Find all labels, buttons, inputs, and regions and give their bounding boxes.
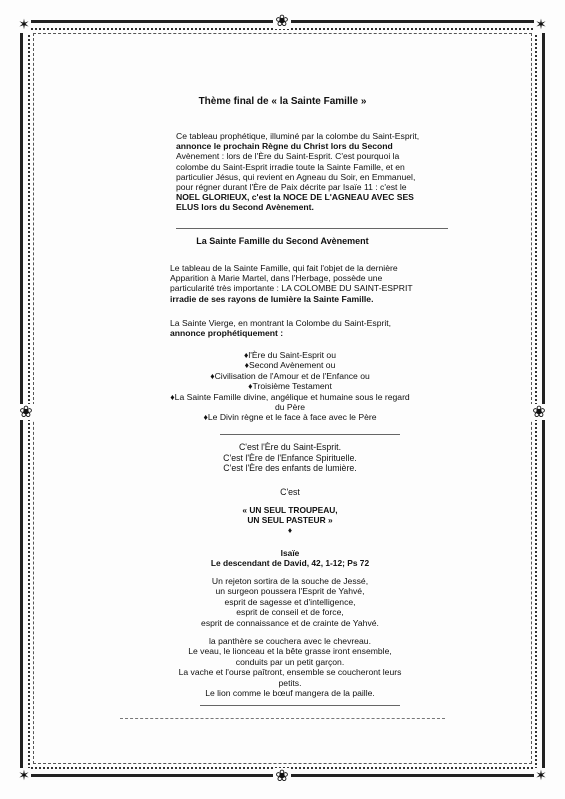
border-corner-top-right: ✶ — [535, 17, 547, 33]
intro-paragraph — [176, 131, 448, 213]
cest-line: C'est l'Ère du Saint-Esprit. — [238, 442, 342, 452]
isaie-label: Isaïe — [280, 548, 300, 558]
divider — [120, 718, 445, 719]
list-item: ♦ Civilisation de l'Amour et de l'Enfance ou — [130, 371, 450, 381]
verse-line: esprit de conseil et de force, — [236, 607, 344, 618]
troupeau-block — [130, 505, 450, 536]
para-line: La Sainte Vierge, en montrant la Colombe du Saint-Esprit, — [170, 318, 392, 328]
verse-line: esprit de sagesse et d'intelligence, — [224, 596, 356, 607]
border-ornament-left: ❀ — [17, 404, 35, 420]
verse-line: un surgeon poussera l'Esprit de Yahvé, — [215, 586, 365, 597]
para-line: Le tableau de la Sainte Famille, qui fait l'objet de la dernière — [170, 263, 398, 273]
list-item-continuation: du Père — [274, 402, 306, 413]
list-item: ♦ Le Divin règne et le face à face avec le Père — [130, 412, 450, 422]
list-item: ♦ l'Ère du Saint-Esprit ou — [130, 350, 450, 360]
para-line: particularité très importante : LA COLOMBE DU SAINT-ESPRIT — [170, 283, 413, 294]
intro-line: colombe du Saint-Esprit irradie toute la Sainte Famille, et en — [176, 161, 405, 172]
intro-line: NOEL GLORIEUX, c'est la NOCE DE L'AGNEAU AVEC SES — [176, 192, 414, 203]
verse-line: La vache et l'ourse paîtront, ensemble se coucheront leurs — [178, 667, 402, 678]
intro-line: annonce le prochain Règne du Christ lors du Second — [176, 141, 393, 152]
intro-line: Avènement : lors de l'Ère du Saint-Esprit. C'est pourquoi la — [176, 151, 400, 162]
para-line: annonce prophétiquement : — [170, 328, 284, 339]
verse-block-1 — [130, 576, 450, 628]
verse-line: esprit de connaissance et de crainte de Yahvé. — [201, 617, 379, 628]
list-item: ♦ Troisième Testament — [130, 381, 450, 391]
intro-line: particulier Jésus, qui revient en Agneau du Soir, en Emmanuel, — [176, 171, 416, 182]
bullet-list — [130, 350, 450, 423]
border-corner-top-left: ✶ — [18, 17, 30, 33]
scripture-heading — [130, 548, 450, 568]
verse-line: petits. — [278, 677, 302, 688]
section-title: La Sainte Famille du Second Avènement — [196, 236, 369, 246]
verse-line: Le veau, le lionceau et la bête grasse iront ensemble, — [188, 646, 392, 657]
verse-line: Le lion comme le bœuf mangera de la paille. — [205, 688, 375, 699]
verse-line: conduits par un petit garçon. — [235, 656, 345, 667]
cest-line: C'est l'Ère des enfants de lumière. — [223, 463, 357, 474]
troupeau-line: « UN SEUL TROUPEAU, — [242, 505, 338, 515]
page-title: Thème final de « la Sainte Famille » — [198, 96, 367, 107]
intro-line: pour régner durant l'Ère de Paix décrite par Isaïe 11 : c'est le — [176, 182, 407, 193]
cest-heading: C'est — [280, 487, 300, 497]
paragraph-vierge — [170, 318, 452, 338]
border-ornament-top: ❀ — [273, 13, 291, 29]
border-corner-bottom-left: ✶ — [18, 768, 30, 784]
para-line: Apparition à Marie Martel, dans l'Herbage, possède une — [170, 273, 383, 284]
list-item: ♦ Second Avènement ou — [130, 360, 450, 370]
border-ornament-bottom: ❀ — [273, 768, 291, 784]
paragraph-tableau — [170, 263, 452, 304]
scripture-reference: Le descendant de David, 42, 1-12; Ps 72 — [210, 558, 370, 569]
verse-line: la panthère se couchera avec le chevreau. — [209, 636, 371, 646]
border-corner-bottom-right: ✶ — [535, 768, 547, 784]
divider — [200, 705, 400, 706]
verse-line: Un rejeton sortira de la souche de Jessé, — [211, 576, 369, 586]
cest-block — [130, 442, 450, 474]
troupeau-line: UN SEUL PASTEUR » — [247, 515, 333, 526]
list-item: ♦ La Sainte Famille divine, angélique et humaine sous le regard — [130, 392, 450, 402]
intro-line: Ce tableau prophétique, illuminé par la colombe du Saint-Esprit, — [176, 131, 420, 141]
intro-line: ELUS lors du Second Avènement. — [176, 202, 314, 213]
divider — [176, 228, 448, 229]
verse-block-2 — [130, 636, 450, 698]
divider — [220, 434, 400, 435]
para-line: irradie de ses rayons de lumière la Sainte Famille. — [170, 293, 374, 304]
border-ornament-right: ❀ — [530, 404, 548, 420]
cest-line: C'est l'Ère de l'Enfance Spirituelle. — [223, 452, 357, 463]
diamond-icon: ♦ — [287, 525, 293, 536]
